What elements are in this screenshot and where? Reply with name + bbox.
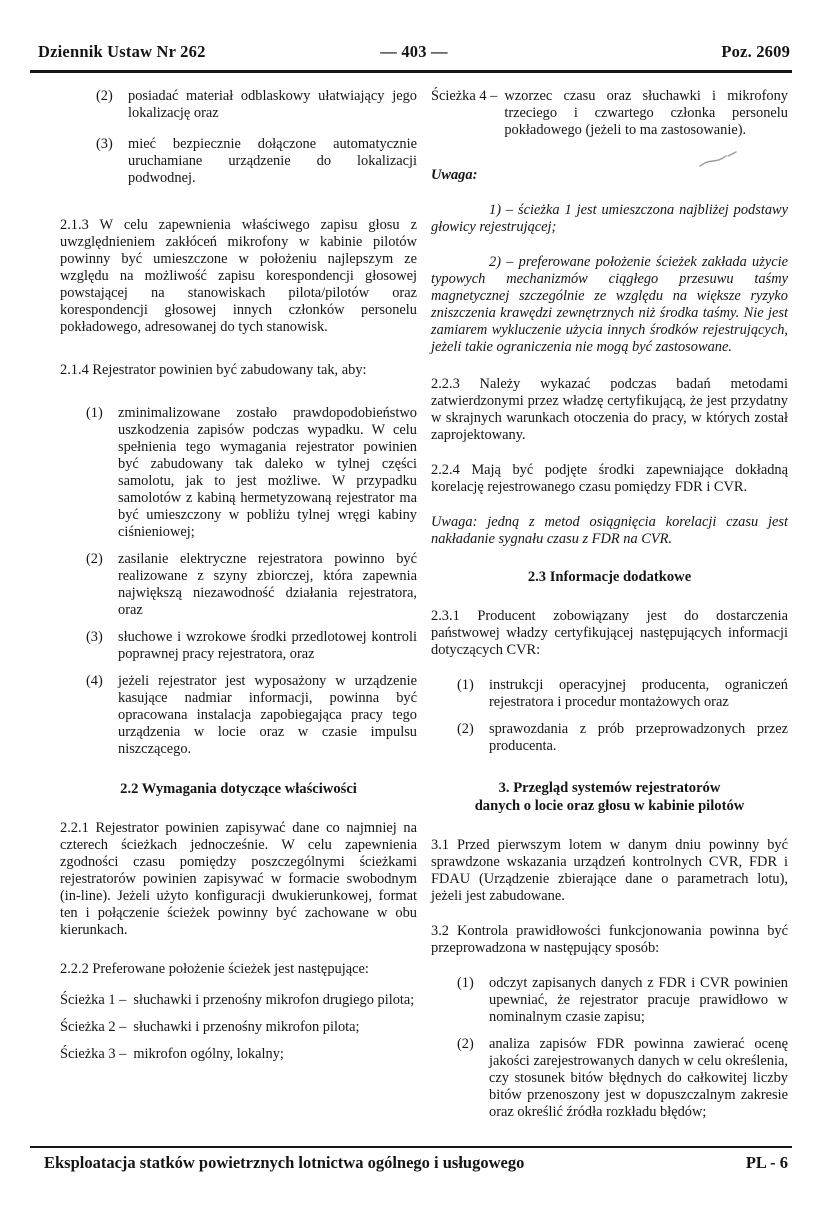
left-column — [60, 88, 417, 1131]
track-text: słuchawki i przenośny mikrofon drugiego pilota; — [133, 992, 415, 1008]
right-column — [431, 88, 788, 1131]
list-item — [86, 551, 417, 619]
footer-rule — [30, 1146, 792, 1148]
list-item-text: słuchowe i wzrokowe środki przedlotowej kontroli poprawnej pracy rejestratora, oraz — [118, 629, 417, 662]
track-text: słuchawki i przenośny mikrofon pilota; — [133, 1019, 360, 1035]
header-journal-title: Dziennik Ustaw Nr 262 — [38, 42, 206, 61]
list-item — [457, 975, 788, 1026]
para-2-2-4: 2.2.4 Mają być podjęte środki zapewniające dokładną korelację rejestrowanego czasu pomiędzy FDR i CVR. — [431, 462, 788, 495]
list-item — [86, 629, 417, 663]
list-item — [457, 721, 788, 755]
footer-title: Eksploatacja statków powietrznych lotnictwa ogólnego i usługowego — [44, 1153, 525, 1172]
para-2-1-3: 2.1.3 W celu zapewnienia właściwego zapisu głosu z uwzględnieniem zakłóceń mikrofony w kabinie pilotów powinny być umieszczone w położeniu najlepszym ze względu na możliwość zapisu korespondencji głosowej powstającej na stanowiskach pilota/pilotów oraz korespondencji głosowej innych członków personelu pokładowego, adresowanej do tych stanowisk. — [60, 217, 417, 335]
header-position-number: Poz. 2609 — [721, 42, 791, 61]
note-2: 2) – preferowane położenie ścieżek zakłada użycie typowych mechanizmów ciągłego przesuwu taśmy magnetycznej szczególnie ze względu na większe ryzyko zniszczenia krawędzi zewnętrznych niż środka taśmy. Nie jest zamiarem wykluczenie użycia innych środków rejestrujących, jeżeli takie ograniczenia nie mogą być zastosowane. — [431, 254, 788, 355]
uwaga-label: Uwaga: — [431, 167, 478, 183]
track-item-4 — [431, 88, 788, 139]
track-item-1 — [60, 992, 417, 1009]
list-item-text: odczyt zapisanych danych z FDR i CVR powinien upewniać, że rejestrator pracuje prawidłowo w nominalnym czasie zapisu; — [489, 975, 788, 1025]
list-item-text: posiadać materiał odblaskowy ułatwiający jego lokalizację oraz — [128, 88, 417, 121]
list-item-number: (3) — [86, 629, 103, 645]
list-item — [96, 136, 417, 187]
para-3-1: 3.1 Przed pierwszym lotem w danym dniu powinny być sprawdzone wskazania urządzeń kontrolnych CVR, FDR i FDAU (Urządzenie zbierające dane o parametrach lotu), jeżeli jest zabudowane. — [431, 837, 788, 904]
note-1: 1) – ścieżka 1 jest umieszczona najbliżej podstawy głowicy rejestrującej; — [431, 202, 788, 235]
list-item-text: instrukcji operacyjnej producenta, ograniczeń rejestratora i procedur montażowych oraz — [489, 677, 788, 710]
list-item-number: (4) — [86, 673, 103, 689]
para-2-1-4: 2.1.4 Rejestrator powinien być zabudowany tak, aby: — [60, 362, 367, 378]
para-2-2-3: 2.2.3 Należy wykazać podczas badań metodami zatwierdzonymi przez władzę certyfikującą, że jest przydatny w skrajnych warunkach otoczenia do pracy, w których został zaprojektowany. — [431, 376, 788, 443]
track-item-3 — [60, 1046, 417, 1063]
track-item-2 — [60, 1019, 417, 1036]
para-2-2-2: 2.2.2 Preferowane położenie ścieżek jest następujące: — [60, 961, 369, 977]
list-item-number: (2) — [86, 551, 103, 567]
list-item-number: (1) — [86, 405, 103, 421]
list-item-text: zminimalizowane zostało prawdopodobieństwo uszkodzenia zapisów podczas wypadku. W celu spełnienia tego wymagania rejestrator powinien być zabudowany tak daleko w tylnej części samolotu, jak to jest możliwe. W przypadku samolotów z kabiną hermetyzowaną rejestrator ma być umieszczony w pobliżu tylnej wręgi kabiny ciśnieniowej; — [118, 405, 417, 540]
two-column-body — [60, 88, 788, 1131]
list-item-number: (2) — [96, 88, 113, 104]
page-footer — [44, 1153, 788, 1173]
list-item-text: jeżeli rejestrator jest wyposażony w urządzenie kasujące nadmiar informacji, powinna być opracowana instalacja zapobiegająca pracy tego urządzenia w locie oraz w czasie impulsu niszczącego. — [118, 673, 417, 757]
section-heading-3 — [431, 779, 788, 815]
para-3-2: 3.2 Kontrola prawidłowości funkcjonowania powinna być przeprowadzona w następujący sposób: — [431, 923, 788, 956]
header-page-number: — 403 — — [380, 42, 448, 61]
footer-page-code: PL - 6 — [745, 1153, 788, 1172]
para-2-3-1: 2.3.1 Producent zobowiązany jest do dostarczenia państwowej władzy certyfikującej następujących informacji dotyczących CVR: — [431, 608, 788, 658]
note-2-2-4: Uwaga: jedną z metod osiągnięcia korelacji czasu jest nakładanie sygnału czasu z FDR na CVR. — [431, 514, 788, 547]
track-text: mikrofon ogólny, lokalny; — [133, 1046, 284, 1062]
list-item-text: sprawozdania z prób przeprowadzonych przez producenta. — [489, 721, 788, 754]
list-item-number: (1) — [457, 975, 474, 991]
section-heading-3-line1: 3. Przegląd systemów rejestratorów — [498, 780, 721, 796]
list-item-text: mieć bezpiecznie dołączone automatycznie uruchamiane urządzenie do lokalizacji podwodnej. — [128, 136, 417, 186]
section-heading-2-3: 2.3 Informacje dodatkowe — [527, 569, 692, 585]
section-heading-3-line2: danych o locie oraz głosu w kabinie pilotów — [474, 798, 745, 814]
page-header — [38, 42, 790, 62]
section-heading-2-2: 2.2 Wymagania dotyczące właściwości — [120, 781, 357, 797]
list-item-number: (1) — [457, 677, 474, 693]
track-label: Ścieżka 1 – — [60, 992, 127, 1008]
list-item — [96, 88, 417, 122]
track-label: Ścieżka 4 – — [431, 88, 498, 104]
track-text: wzorzec czasu oraz słuchawki i mikrofony trzeciego i czwartego członka personelu pokładowego (jeżeli to ma zastosowanie). — [504, 88, 788, 138]
list-item — [457, 677, 788, 711]
list-item-number: (2) — [457, 721, 474, 737]
list-item — [86, 673, 417, 758]
list-item-text: zasilanie elektryczne rejestratora powinno być realizowane z szyny zbiorczej, która zapewnia największą niezawodność działania rejestratora, oraz — [118, 551, 417, 618]
header-rule — [30, 70, 792, 73]
list-item — [86, 405, 417, 541]
track-label: Ścieżka 2 – — [60, 1019, 127, 1035]
track-label: Ścieżka 3 – — [60, 1046, 127, 1062]
para-2-2-1: 2.2.1 Rejestrator powinien zapisywać dane co najmniej na czterech ścieżkach jednocześnie. W celu zapewnienia zgodności czasu pomiędzy poszczególnymi ścieżkami rejestratorów powinien zapisywać w formacie swobodnym (in-line). Jeżeli użyto konfiguracji dwukierunkowej, format ten i połączenie ścieżek powinny być zachowane w obu kierunkach. — [60, 820, 417, 938]
list-item — [457, 1036, 788, 1121]
list-item-number: (3) — [96, 136, 113, 152]
list-item-text: analiza zapisów FDR powinna zawierać ocenę jakości zarejestrowanych danych w celu określenia, czy stosunek bitów błędnych do całkowitej liczby bitów przenoszony jest w dopuszczalnym zakresie oraz określić źródła rozkładu błędów; — [489, 1036, 788, 1120]
list-item-number: (2) — [457, 1036, 474, 1052]
